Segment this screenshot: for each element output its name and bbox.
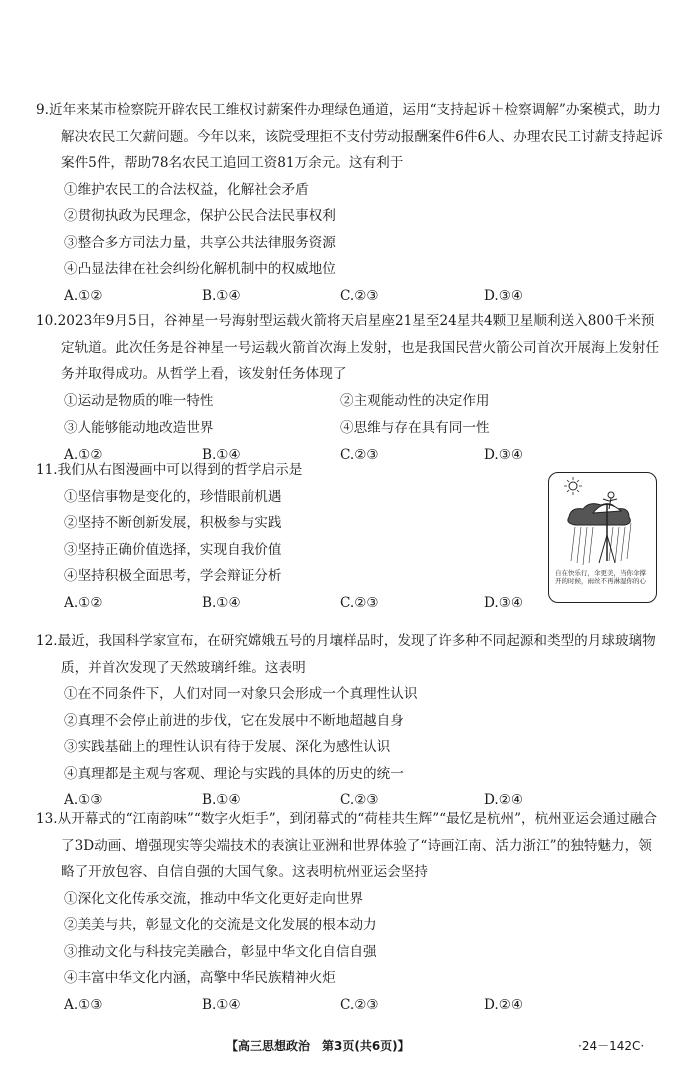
answer-choices — [64, 590, 536, 616]
option: ③整合多方司法力量，共享公共法律服务资源 — [64, 234, 336, 251]
choice-c: C.②③ — [340, 287, 379, 304]
choice-a: A.①③ — [64, 996, 103, 1013]
question-9 — [36, 97, 664, 309]
answer-choices — [64, 992, 664, 1018]
choice-a: A.①③ — [64, 792, 103, 808]
choice-c: C.②③ — [340, 996, 379, 1013]
choice-c: C.②③ — [340, 792, 379, 808]
choice-b: B.①④ — [202, 594, 241, 611]
choice-a: A.①② — [64, 287, 103, 304]
option: ④思维与存在具有同一性 — [340, 419, 490, 436]
cartoon-image — [548, 472, 657, 603]
option: ③实践基础上的理性认识有待于发展、深化为感性认识 — [64, 739, 391, 755]
option-row — [64, 415, 664, 442]
option: ①深化文化传承交流，推动中华文化更好走向世界 — [64, 890, 364, 907]
option: ③人能够能动地改造世界 — [64, 419, 214, 436]
question-12 — [36, 628, 664, 813]
option: ④凸显法律在社会纠纷化解机制中的权威地位 — [64, 261, 336, 277]
footer-code: ·24－142C· — [578, 1039, 645, 1053]
question-stem: 11.我们从右图漫画中可以得到的哲学启示是 — [36, 462, 303, 478]
choice-c: C.②③ — [340, 594, 379, 611]
question-stem: 9.近年来某市检察院开辟农民工维权讨薪案件办理绿色通道，运用“支持起诉＋检察调解”办案模式，助力解决农民工欠薪问题。今年以来，该院受理拒不支付劳动报酬案件6件6人、办理农民工讨薪支持起诉案件5件，帮助78名农民工追回工资81万余元。这有利于 — [36, 102, 663, 171]
choice-d: D.②④ — [484, 996, 524, 1013]
option: ①坚信事物是变化的，珍惜眼前机遇 — [64, 488, 282, 505]
question-stem: 12.最近，我国科学家宣布，在研究嫦娥五号的月壤样品时，发现了许多种不同起源和类型的月球玻璃物质，并首次发现了天然玻璃纤维。这表明 — [36, 633, 656, 676]
question-stem: 13.从开幕式的“江南韵味”“数字火炬手”，到闭幕式的“荷桂共生辉”“最忆是杭州”，杭州亚运会通过融合了3D动画、增强现实等尖端技术的表演让亚洲和世界体验了“诗画江南、活力浙江”的独特魅力，领略了开放包容、自信自强的大国气象。这表明杭州亚运会坚持 — [36, 811, 657, 880]
footer-title: 【高三思想政治 第3页(共6页)】 — [226, 1039, 410, 1053]
option: ②真理不会停止前进的步伐，它在发展中不断地超越自身 — [64, 712, 404, 729]
choice-d: D.③④ — [484, 594, 524, 611]
option: ②坚持不断创新发展，积极参与实践 — [64, 515, 282, 531]
option: ④坚持积极全面思考，学会辩证分析 — [64, 568, 282, 584]
option: ②主观能动性的决定作用 — [340, 392, 490, 409]
choice-b: B.①④ — [202, 287, 241, 304]
choice-d: D.③④ — [484, 446, 524, 463]
choice-b: B.①④ — [202, 996, 241, 1013]
page-footer — [0, 1037, 684, 1057]
option: ①运动是物质的唯一特性 — [64, 392, 214, 409]
option: ③坚持正确价值选择，实现自我价值 — [64, 541, 282, 558]
choice-a: A.①② — [64, 446, 103, 463]
option: ④丰富中华文化内涵，高擎中华民族精神火炬 — [64, 970, 336, 986]
option: ④真理都是主观与客观、理论与实践的具体的历史的统一 — [64, 765, 404, 782]
choice-b: B.①④ — [202, 446, 241, 463]
choice-a: A.①② — [64, 594, 103, 611]
choice-d: D.③④ — [484, 287, 524, 304]
answer-choices — [64, 283, 664, 309]
choice-c: C.②③ — [340, 446, 379, 463]
choice-b: B.①④ — [202, 792, 241, 808]
question-10 — [36, 308, 664, 468]
cartoon-caption: 自在快乐行，伞更美，当你伞撑开的时候，雨丝不再淋湿你的心 — [555, 569, 646, 585]
option: ②美美与共，彰显文化的交流是文化发展的根本动力 — [64, 917, 377, 933]
option-row — [64, 388, 664, 415]
question-13 — [36, 806, 664, 1018]
option: ②贯彻执政为民理念，保护公民合法民事权利 — [64, 208, 336, 224]
option: ①维护农民工的合法权益，化解社会矛盾 — [64, 181, 309, 198]
question-11 — [36, 457, 536, 616]
question-stem: 10.2023年9月5日，谷神星一号海射型运载火箭将天启星座21星至24星共4颗卫星顺利送入800千米预定轨道。此次任务是谷神星一号运载火箭首次海上发射，也是我国民营火箭公司首次开展海上发射任务并取得成功。从哲学上看，该发射任务体现了 — [36, 313, 660, 382]
option: ③推动文化与科技完美融合，彰显中华文化自信自强 — [64, 943, 377, 960]
option: ①在不同条件下，人们对同一对象只会形成一个真理性认识 — [64, 686, 418, 702]
choice-d: D.②④ — [484, 792, 524, 808]
